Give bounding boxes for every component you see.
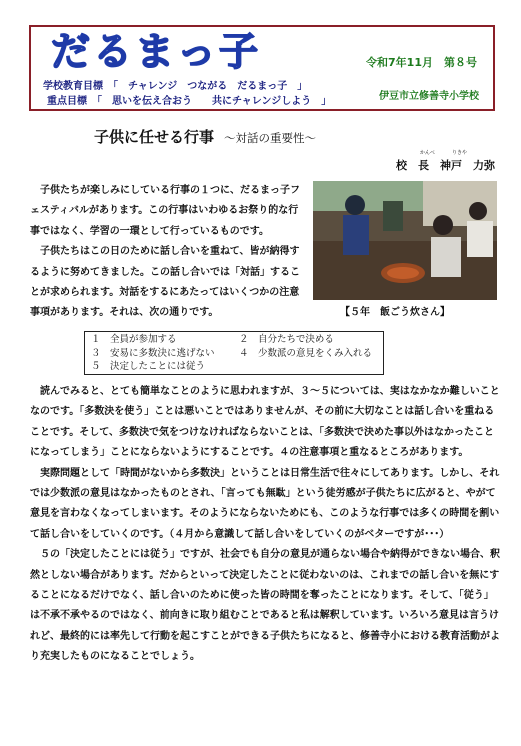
- paragraph: 読んでみると、とても簡単なことのように思われますが、３～５については、実はなかなか難しいことなのです。「多数決を使う」ことは悪いことではありませんが、その前に大切なことは話し合いを重ねることです。そして、多数決で気をつけなければならないことは、「多数決で決めた事以外はなかったことになってしまう」ことにならないようにすることです。４の注意事項と重なるところがあります。: [30, 386, 500, 459]
- school-name: 伊豆市立修善寺小学校: [379, 91, 479, 102]
- rule-item: ４ 少数派の意見をくみ入れる: [239, 347, 373, 359]
- article-subtitle: ～対話の重要性～: [224, 131, 317, 145]
- rules-row: [91, 360, 377, 374]
- rules-box: [84, 331, 384, 375]
- paragraph: 実際問題として「時間がないから多数決」ということは日常生活で往々にしてあります。しかし、それでは少数派の意見はなかったものとされ、「言っても無駄」という徒労感が子供たちに広がると、やがて意見を言わなくなってしまいます。そのようにならないためにも、このような行事では多くの時間を割いて話し合いをしていくのです。（４月から意識して話し合いをしていくのがベターですが･･･）: [30, 467, 500, 540]
- article-body-full: [30, 382, 500, 668]
- paragraph: 子供たちはこの日のために話し合いを重ねて、皆が納得するように努めてきました。この話し合いでは「対話」することが求められます。対話をするにあたってはいくつかの注意事項があります。それは、次の通りです。: [30, 246, 300, 319]
- newsletter-header: [29, 25, 495, 111]
- article-body-left: [30, 181, 308, 324]
- article-author: 校 長 神戸 力弥: [396, 159, 495, 172]
- photo-caption: 【５年 飯ごう炊さん】: [340, 307, 450, 318]
- rule-item: ２ 自分たちで決める: [239, 334, 334, 345]
- author-ruby-given: りきや: [452, 150, 468, 156]
- rule-item: ５ 決定したことには従う: [91, 361, 206, 372]
- goals-block: [43, 79, 331, 109]
- paragraph: ５の「決定したことには従う」ですが、社会でも自分の意見が通らない場合や納得ができない場合、釈然としない場合があります。だからといって決定したことに従わないのは、これまでの話し合いを無にすることになるだけでなく、話し合いのために使った皆の時間を奪ったことになります。そして、「従う」は不承不承やるのではなく、前向きに取り組むことであると私は解釈しています。いろいろ意見は言うけれど、最終的には率先して行動を起こすことができる子供たちになると、修善寺小における教育活動がより充実したものになることでしょう。: [30, 549, 500, 663]
- focus-goal-label: 重点目標: [47, 96, 87, 107]
- focus-goal-line: [43, 94, 331, 109]
- rule-item: ３ 安易に多数決に逃げない: [91, 347, 215, 359]
- rule-item: １ 全員が参加する: [91, 334, 177, 345]
- school-goal-label: 学校教育目標: [43, 81, 103, 92]
- school-goal: 「 チャレンジ つながる だるまっ子 」: [113, 81, 308, 92]
- focus-goal: 「 思いを伝え合おう 共にチャレンジしよう 」: [97, 96, 332, 107]
- author-ruby-surname: かんべ: [420, 150, 435, 156]
- cooking-scene-image: [313, 181, 497, 300]
- school-goal-line: [43, 79, 331, 94]
- newsletter-title: だるまっ子: [51, 30, 262, 75]
- article-headline: [94, 126, 316, 147]
- rules-row: [91, 347, 377, 361]
- article-title: 子供に任せる行事: [94, 128, 215, 146]
- class-photo: [313, 181, 497, 300]
- paragraph: 子供たちが楽しみにしている行事の１つに、だるまっ子フェスティバルがあります。この行事はいわゆるお祭り的な行事ではなく、学習の一環として行っているものです。: [30, 185, 300, 237]
- rules-row: [91, 333, 377, 347]
- issue-number: 令和7年11月 第８号: [366, 56, 477, 69]
